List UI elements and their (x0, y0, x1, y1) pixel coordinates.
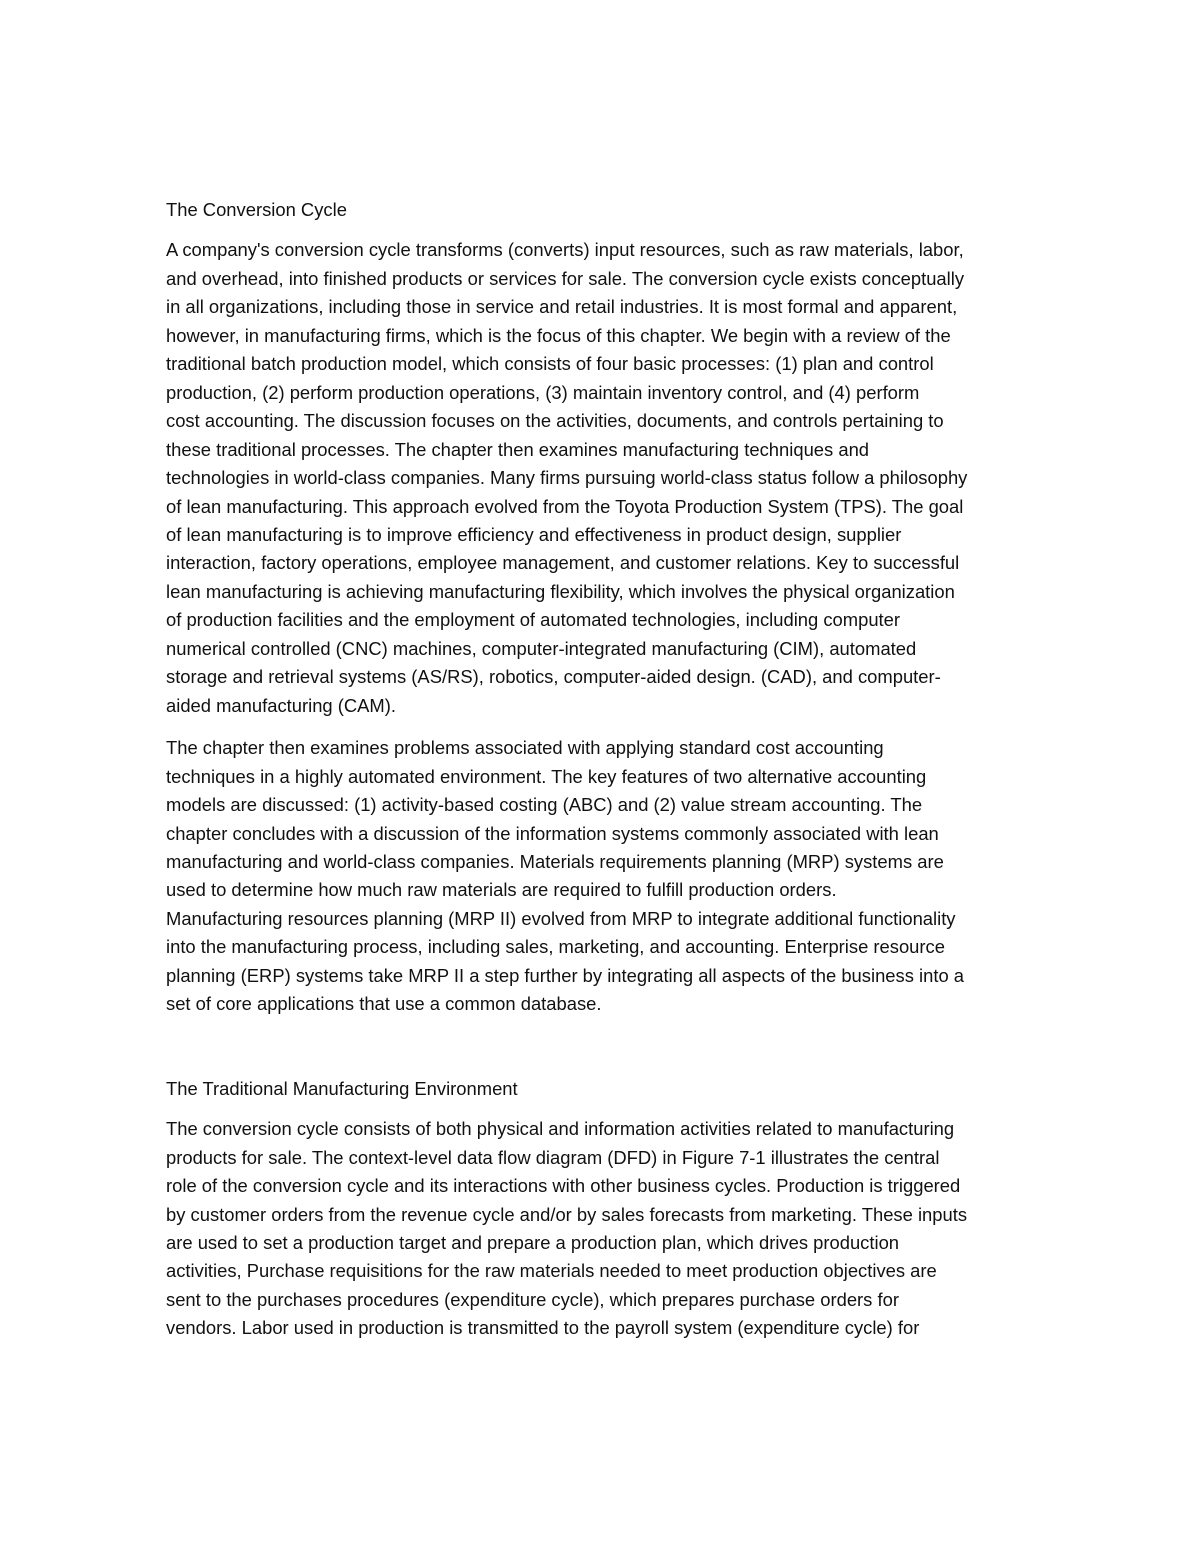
text-line: into the manufacturing process, including sales, marketing, and accounting. Enterprise resource (166, 936, 945, 958)
text-line: traditional batch production model, which consists of four basic processes: (1) plan and control (166, 353, 934, 375)
text-line: Manufacturing resources planning (MRP II) evolved from MRP to integrate additional functionality (166, 907, 956, 929)
text-line: activities, Purchase requisitions for the raw materials needed to meet production objectives are (166, 1260, 937, 1282)
text-line: and overhead, into finished products or services for sale. The conversion cycle exists conceptually (166, 267, 965, 289)
section-heading-conversion-cycle: The Conversion Cycle (166, 199, 347, 220)
paragraph-conversion-cycle-intro (166, 236, 1036, 720)
text-line: however, in manufacturing firms, which is the focus of this chapter. We begin with a review of the (166, 324, 951, 346)
text-line: interaction, factory operations, employee management, and customer relations. Key to successful (166, 552, 960, 574)
text-line: products for sale. The context-level data flow diagram (DFD) in Figure 7-1 illustrates the central (166, 1146, 940, 1168)
text-line: technologies in world-class companies. Many firms pursuing world-class status follow a philosophy (166, 467, 968, 489)
text-line: used to determine how much raw materials are required to fulfill production orders. (166, 879, 837, 901)
text-line: planning (ERP) systems take MRP II a step further by integrating all aspects of the business into a (166, 964, 965, 986)
text-line: of production facilities and the employment of automated technologies, including computer (166, 609, 901, 631)
text-line: storage and retrieval systems (AS/RS), robotics, computer-aided design. (CAD), and computer- (166, 666, 941, 688)
text-line: lean manufacturing is achieving manufacturing flexibility, which involves the physical organization (166, 580, 955, 602)
paragraph-traditional-manufacturing (166, 1115, 1036, 1343)
section-spacer (166, 1033, 1036, 1075)
text-line: by customer orders from the revenue cycle and/or by sales forecasts from marketing. These inputs (166, 1203, 968, 1225)
text-line: vendors. Labor used in production is transmitted to the payroll system (expenditure cycle) for (166, 1317, 920, 1339)
text-line: The conversion cycle consists of both physical and information activities related to manufacturing (166, 1118, 955, 1140)
text-line: numerical controlled (CNC) machines, computer-integrated manufacturing (CIM), automated (166, 637, 917, 659)
text-line: The chapter then examines problems associated with applying standard cost accounting (166, 737, 884, 759)
text-line: chapter concludes with a discussion of the information systems commonly associated with lean (166, 822, 939, 844)
paragraph-chapter-overview (166, 734, 1036, 1019)
text-line: role of the conversion cycle and its interactions with other business cycles. Production is triggered (166, 1175, 961, 1197)
text-line: aided manufacturing (CAM). (166, 694, 396, 716)
text-line: techniques in a highly automated environment. The key features of two alternative accounting (166, 765, 927, 787)
document-body (166, 196, 1036, 1357)
text-line: set of core applications that use a common database. (166, 993, 602, 1015)
section-heading-traditional-manufacturing: The Traditional Manufacturing Environment (166, 1077, 518, 1099)
text-line: cost accounting. The discussion focuses on the activities, documents, and controls pertaining to (166, 410, 944, 432)
text-line: are used to set a production target and prepare a production plan, which drives production (166, 1231, 900, 1253)
text-line: sent to the purchases procedures (expenditure cycle), which prepares purchase orders for (166, 1288, 899, 1310)
text-line: models are discussed: (1) activity-based costing (ABC) and (2) value stream accounting. The (166, 794, 923, 816)
text-line: in all organizations, including those in service and retail industries. It is most formal and apparent, (166, 296, 958, 318)
text-line: these traditional processes. The chapter then examines manufacturing techniques and (166, 438, 870, 460)
text-line: A company's conversion cycle transforms (converts) input resources, such as raw materials, labor, (166, 239, 964, 261)
text-line: production, (2) perform production operations, (3) maintain inventory control, and (4) perform (166, 381, 920, 403)
text-line: of lean manufacturing. This approach evolved from the Toyota Production System (TPS). The goal (166, 495, 964, 517)
text-line: manufacturing and world-class companies. Materials requirements planning (MRP) systems are (166, 850, 944, 872)
text-line: of lean manufacturing is to improve efficiency and effectiveness in product design, supplier (166, 523, 902, 545)
